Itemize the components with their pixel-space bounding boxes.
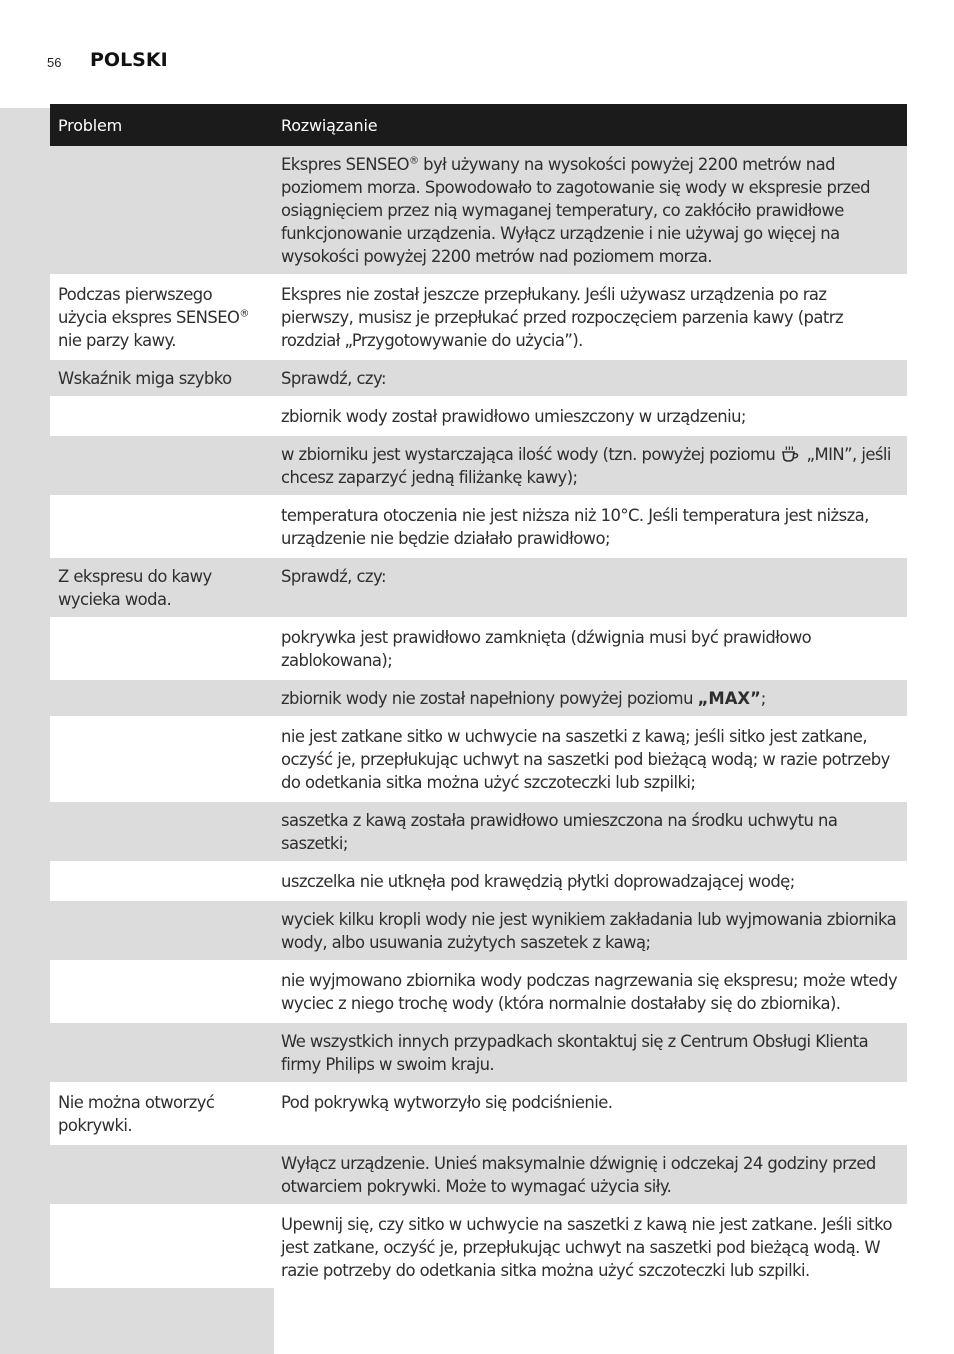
cell-text: Nie można otworzyć pokrywki.: [58, 1093, 215, 1135]
solution-cell: [273, 1022, 907, 1083]
solution-cell: [273, 1205, 907, 1288]
cell-text: zbiornik wody nie został napełniony powyżej poziomu: [281, 689, 698, 708]
cell-text: Sprawdź, czy:: [281, 369, 386, 388]
table-row: [50, 1022, 907, 1083]
table-row: [50, 801, 907, 862]
cell-text: saszetka z kawą została prawidłowo umieszczona na środku uchwytu na saszetki;: [281, 811, 838, 853]
solution-cell: [273, 900, 907, 961]
table-row: [50, 1144, 907, 1205]
page-language-title: POLSKI: [90, 49, 168, 71]
problem-cell: [50, 557, 273, 618]
solution-cell: [273, 496, 907, 557]
table-row: [50, 1083, 907, 1144]
column-header-solution: Rozwiązanie: [273, 104, 907, 146]
solution-cell: [273, 679, 907, 717]
cell-text: Z ekspresu do kawy wycieka woda.: [58, 567, 212, 609]
solution-cell: [273, 961, 907, 1022]
problem-cell: [50, 1083, 273, 1144]
cell-text: pokrywka jest prawidłowo zamknięta (dźwignia musi być prawidłowo zablokowana);: [281, 628, 812, 670]
solution-cell: [273, 618, 907, 679]
problem-cell: [50, 961, 273, 1022]
solution-cell: [273, 862, 907, 900]
cell-text: Wskaźnik miga szybko: [58, 369, 232, 388]
cell-text: nie parzy kawy.: [58, 331, 176, 350]
cell-text: zbiornik wody został prawidłowo umieszczony w urządzeniu;: [281, 407, 746, 426]
cell-text: Sprawdź, czy:: [281, 567, 386, 586]
table-row: [50, 717, 907, 801]
cell-text: Pod pokrywką wytworzyło się podciśnienie.: [281, 1093, 613, 1112]
table-body: [50, 146, 907, 1288]
problem-cell: [50, 717, 273, 801]
problem-cell: [50, 359, 273, 397]
solution-cell: [273, 359, 907, 397]
problem-cell: [50, 801, 273, 862]
max-level-label: „MAX”: [697, 689, 761, 708]
cell-text: temperatura otoczenia nie jest niższa niż 10°C. Jeśli temperatura jest niższa, urządzenie nie będzie działało prawidłowo;: [281, 506, 869, 548]
table-row: [50, 961, 907, 1022]
solution-cell: [273, 275, 907, 359]
column-header-problem: Problem: [50, 104, 273, 146]
problem-cell: [50, 1022, 273, 1083]
table-row: [50, 275, 907, 359]
table-row: [50, 359, 907, 397]
cell-text: ;: [760, 689, 766, 708]
problem-cell: [50, 900, 273, 961]
solution-cell: [273, 557, 907, 618]
problem-cell: [50, 618, 273, 679]
problem-cell: [50, 397, 273, 435]
table-row: [50, 862, 907, 900]
problem-cell: [50, 1144, 273, 1205]
solution-cell: [273, 1083, 907, 1144]
table-row: [50, 900, 907, 961]
table-row: [50, 1205, 907, 1288]
table-row: [50, 146, 907, 275]
cell-text: We wszystkich innych przypadkach skontaktuj się z Centrum Obsługi Klienta firmy Philips w swoim kraju.: [281, 1032, 869, 1074]
solution-cell: [273, 717, 907, 801]
table-row: [50, 679, 907, 717]
solution-cell: [273, 435, 907, 496]
cell-text: Ekspres SENSEO: [281, 155, 409, 174]
solution-cell: [273, 1144, 907, 1205]
table-row: [50, 557, 907, 618]
cell-text: w zbiorniku jest wystarczająca ilość wody (tzn. powyżej poziomu: [281, 445, 780, 464]
cell-text: uszczelka nie utknęła pod krawędzią płytki doprowadzającej wodę;: [281, 872, 795, 891]
registered-mark: ®: [239, 308, 249, 320]
problem-cell: [50, 496, 273, 557]
problem-cell: [50, 1205, 273, 1288]
page-number: 56: [47, 55, 62, 70]
cell-text: „MIN”, jeśli chcesz zaparzyć jedną filiżankę kawy);: [281, 445, 891, 487]
cell-text: Wyłącz urządzenie. Unieś maksymalnie dźwignię i odczekaj 24 godziny przed otwarciem pokrywki. Może to wymagać użycia siły.: [281, 1154, 876, 1196]
registered-mark: ®: [409, 155, 419, 167]
problem-cell: [50, 862, 273, 900]
problem-cell: [50, 146, 273, 275]
problem-cell: [50, 275, 273, 359]
table-header: [50, 104, 907, 146]
table-header-row: [50, 104, 907, 146]
one-cup-icon: [781, 446, 801, 462]
solution-cell: [273, 397, 907, 435]
cell-text: nie wyjmowano zbiornika wody podczas nagrzewania się ekspresu; może wtedy wyciec z niego trochę wody (która normalnie dostałaby się do zbiornika).: [281, 971, 898, 1013]
solution-cell: [273, 801, 907, 862]
table-row: [50, 397, 907, 435]
troubleshooting-table: [50, 104, 907, 1288]
problem-cell: [50, 435, 273, 496]
cell-text: Podczas pierwszego użycia ekspres SENSEO: [58, 285, 240, 327]
solution-cell: [273, 146, 907, 275]
cell-text: wyciek kilku kropli wody nie jest wynikiem zakładania lub wyjmowania zbiornika wody, albo usuwania zużytych saszetek z kawą;: [281, 910, 897, 952]
table-row: [50, 618, 907, 679]
cell-text: nie jest zatkane sitko w uchwycie na saszetki z kawą; jeśli sitko jest zatkane, oczyść je, przepłukując uchwyt na saszetki pod bieżącą wodą; w razie potrzeby do odetkania sitka można użyć szczoteczki lub szpilki;: [281, 727, 890, 792]
table-row: [50, 435, 907, 496]
problem-cell: [50, 679, 273, 717]
cell-text: Upewnij się, czy sitko w uchwycie na saszetki z kawą nie jest zatkane. Jeśli sitko jest zatkane, oczyść je, przepłukując uchwyt na saszetki pod bieżącą wodą. W razie potrzeby do odetkania sitka można użyć szczoteczki lub szpilki.: [281, 1215, 893, 1280]
cell-text: był używany na wysokości powyżej 2200 metrów nad poziomem morza. Spowodowało to zagotowanie się wody w ekspresie przed osiągnięciem przez nią wymaganej temperatury, co zakłóciło prawidłowe funkcjonowanie urządzenia. Wyłącz urządzenie i nie używaj go więcej na wysokości powyżej 2200 metrów nad poziomem morza.: [281, 155, 870, 266]
table-row: [50, 496, 907, 557]
cell-text: Ekspres nie został jeszcze przepłukany. Jeśli używasz urządzenia po raz pierwszy, musisz je przepłukać przed rozpoczęciem parzenia kawy (patrz rozdział „Przygotowywanie do użycia”).: [281, 285, 844, 350]
